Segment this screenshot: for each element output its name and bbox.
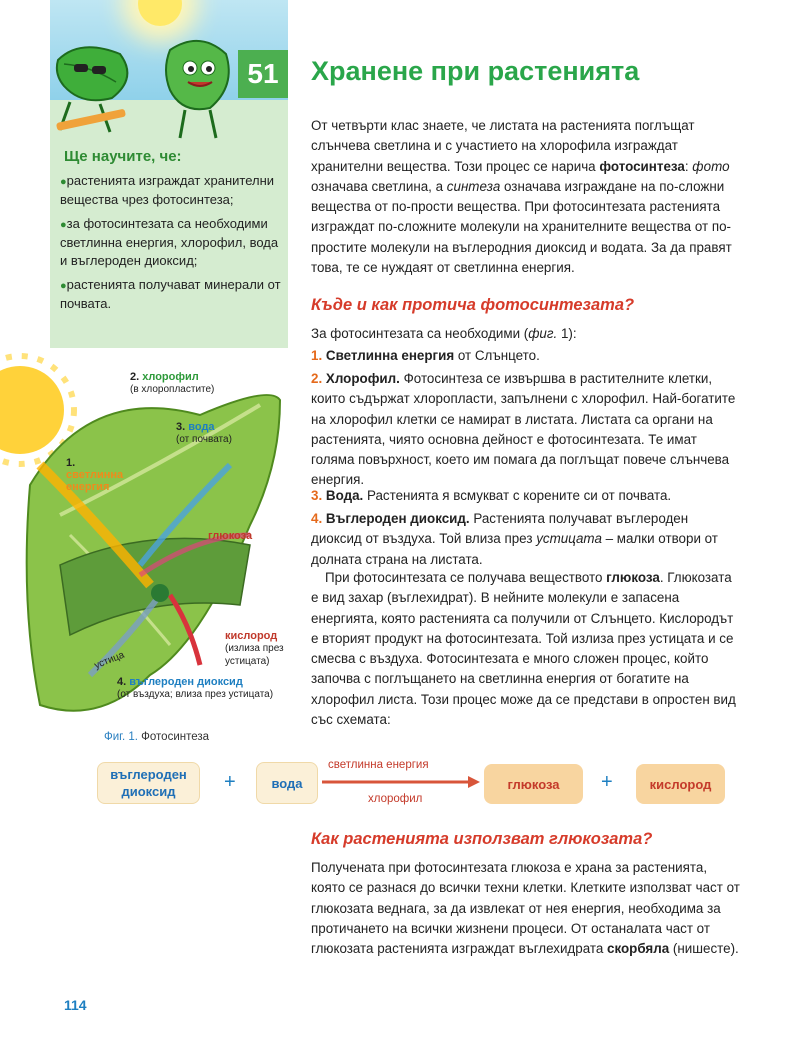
- equation-water: вода: [256, 762, 318, 804]
- equation-arrow: [322, 775, 480, 789]
- stoma-cell: [151, 584, 169, 602]
- label-carbon-dioxide: 4. въглероден диоксид (от въздуха; влиза през устицата): [117, 676, 274, 700]
- label-chlorophyll: 2. хлорофил (в хлоропластите): [130, 371, 215, 395]
- requirement-item-3: 3. Вода. Растенията я всмукват с корените си от почвата.: [311, 488, 672, 503]
- section-heading-glucose-use: Как растенията използват глюкозата?: [311, 830, 653, 848]
- learn-item: ●за фотосинтезата са необходими светлинна енергия, хлорофил, вода и въглероден диоксид;: [60, 216, 279, 268]
- equation-oxygen: кислород: [636, 764, 725, 804]
- learn-item: ●растенията получават минерали от почвата.: [60, 277, 281, 311]
- learn-list: [60, 172, 282, 319]
- label-light-energy: 1. светлинна енергия: [66, 457, 124, 493]
- leaf-mascot-left: [56, 47, 127, 132]
- chapter-number-badge: 51: [238, 50, 288, 98]
- requirement-item-4: 4. Въглероден диоксид. Растенията получават въглероден диоксид от въздуха. Той влиза през устицата – малки отвори от долната страна на листата.: [311, 511, 718, 567]
- requirement-item-2: 2. Хлорофил. Фотосинтеза се извършва в растителните клетки, които съдържат хлоропласти, запълнени с хлорофил. Най-богатите на хлорофил клетки се намират в листата. Листата са органи на растенията, чиято основна дейност е фотосинтезата. Те имат голяма повърхност, което им помага да поглъщат повече слънчева енергия.: [311, 371, 736, 488]
- equation-plus-1: +: [224, 771, 236, 793]
- requirement-item-1: 1. Светлинна енергия от Слънцето.: [311, 348, 540, 363]
- equation-glucose: глюкоза: [484, 764, 583, 804]
- learn-item: ●растенията изграждат хранителни вещества чрез фотосинтеза;: [60, 173, 275, 207]
- equation-co2: въглероден диоксид: [97, 762, 200, 804]
- page-title: Хранене при растенията: [311, 56, 640, 86]
- page-number: 114: [64, 997, 87, 1013]
- equation-chlorophyll-label: хлорофил: [368, 793, 423, 805]
- leaf-mascots-illustration: [50, 20, 240, 145]
- label-water: 3. вода (от почвата): [176, 421, 232, 445]
- leaf-mascot-right: [166, 41, 229, 138]
- glucose-paragraph: При фотосинтезата се получава веществото глюкоза. Глюкозата е вид захар (въглехидрат). В нейните молекули е запасена енергията, която растенията са получили от Слънцето. Кислородът е вторият продукт на фотосинтезата. Той излиза през устицата и се смесва с въздуха. Фотосинтезата е много сложен процес, който започва с поглъщането на светлинна енергия от богатите на хлорофил листа. Този процес може да се представи в опростен вид със схемата:: [311, 570, 736, 728]
- glucose-use-paragraph: Получената при фотосинтезата глюкоза е храна за растенията, която се разнася до всички техни клетки. Клетките използват част от глюкозата веднага, за да извлекат от нея енергия, необходима за протичането на всички жизнени процеси. От останалата част от глюкозата растенията изграждат въглехидрата скорбяла (нишесте).: [311, 860, 740, 957]
- section-heading-where: Къде и как протича фотосинтезата?: [311, 296, 635, 314]
- label-oxygen: кислород (излиза през устицата): [225, 630, 284, 667]
- equation-plus-2: +: [601, 771, 613, 793]
- label-stoma: устица: [92, 649, 127, 672]
- figure-caption: Фиг. 1. Фотосинтеза: [104, 731, 210, 743]
- section1-lead: За фотосинтезата са необходими (фиг. 1):: [311, 326, 577, 341]
- label-glucose: глюкоза: [208, 530, 253, 542]
- learn-heading: Ще научите, че:: [64, 148, 182, 165]
- equation-light-label: светлинна енергия: [328, 759, 429, 771]
- intro-paragraph: От четвърти клас знаете, че листата на растенията поглъщат слънчева светлина и с участието на хлорофила изграждат хранителни вещества. Този процес се нарича фотосинтеза: фото означава светлина, а синтеза означава изграждане на по-сложни вещества от по-прости вещества. При фотосинтезата растенията изграждат по-сложните молекули на хранителните вещества от по-простите молекули на въглеродния диоксид и водата. За да правят това, те се нуждаят от светлинна енергия.: [311, 118, 732, 276]
